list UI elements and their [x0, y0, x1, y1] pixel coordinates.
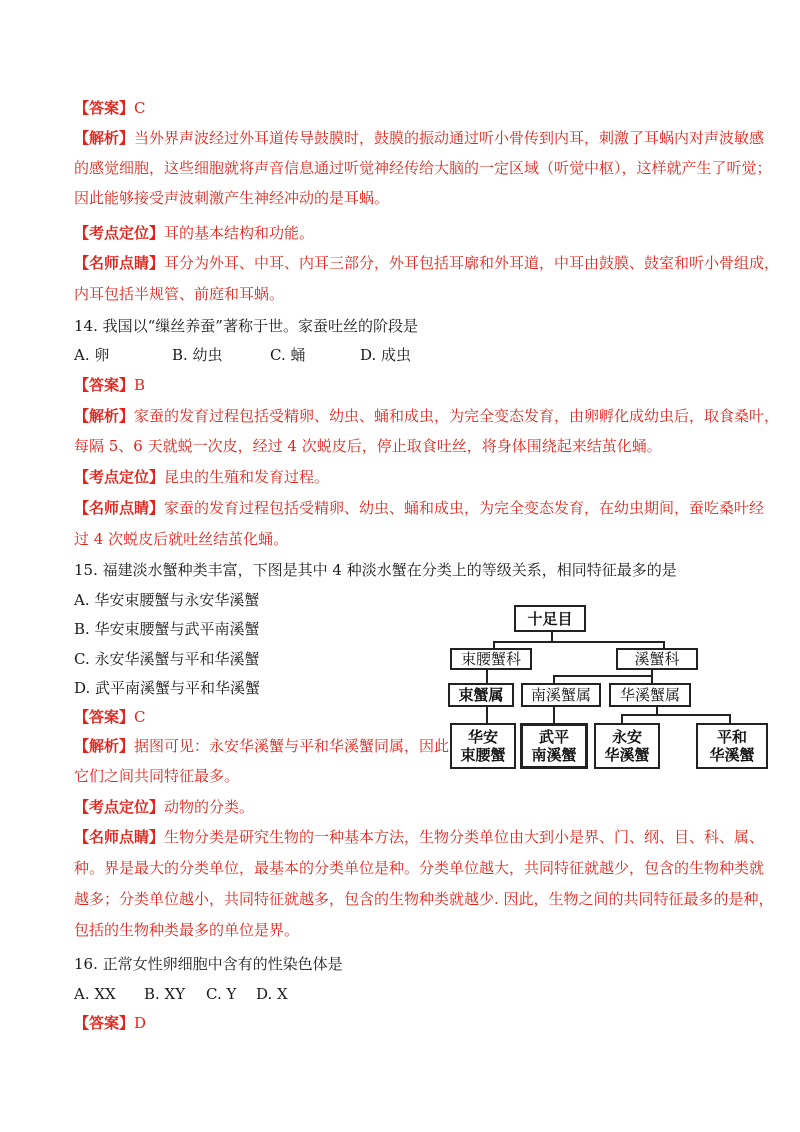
q14-tip-line-2: 过 4 次蜕皮后就吐丝结茧化蛹。 [74, 530, 289, 548]
point-text: 昆虫的生殖和发育过程。 [164, 468, 330, 486]
q15-tip-line-2: 种。界是最大的分类单位，最基本的分类单位是种。分类单位越大，共同特征就越少，包含的生物种类就 [74, 859, 765, 877]
q16-question: 16. 正常女性卵细胞中含有的性染色体是 [74, 955, 343, 973]
family-node-1: 束腰蟹科 [450, 648, 532, 670]
tip-text: 生物分类是研究生物的一种基本方法，生物分类单位由大到小是界、门、纲、目、科、属、 [164, 828, 765, 846]
q15-option-c: C. 永安华溪蟹与平和华溪蟹 [74, 650, 260, 668]
tip-text: 耳分为外耳、中耳、内耳三部分，外耳包括耳廓和外耳道，中耳由鼓膜、鼓室和听小骨组成， [164, 254, 780, 272]
q15-analysis-line-1 [74, 736, 449, 756]
q14-analysis-line-2: 每隔 5、6 天就蜕一次皮，经过 4 次蜕皮后，停止取食吐丝，将身体围绕起来结茧化蛹。 [74, 437, 662, 455]
q13-analysis-line-3: 因此能够接受声波刺激产生神经冲动的是耳蜗。 [74, 189, 390, 207]
q15-answer [74, 707, 146, 727]
tip-label: 【名师点睛】 [74, 499, 165, 517]
species-place: 平和 [716, 728, 747, 746]
family-node-2: 溪蟹科 [616, 648, 698, 670]
species-place: 永安 [611, 728, 642, 746]
answer-label: 【答案】 [74, 376, 135, 394]
analysis-text: 据图可见：永安华溪蟹与平和华溪蟹同属，因此 [134, 737, 450, 755]
species-node-4 [696, 723, 768, 769]
order-node: 十足目 [514, 605, 586, 632]
answer-value: B [134, 376, 146, 394]
q13-tip-line-1 [74, 253, 779, 273]
answer-value: C [134, 708, 146, 726]
q15-point [74, 797, 254, 817]
option-b: B. XY [144, 985, 186, 1003]
point-label: 【考点定位】 [74, 224, 165, 242]
option-d: D. 成虫 [360, 346, 412, 364]
species-name: 束腰蟹 [460, 746, 506, 764]
genus-node-2: 南溪蟹属 [521, 683, 601, 707]
analysis-text: 家蚕的发育过程包括受精卵、幼虫、蛹和成虫，为完全变态发育，由卵孵化成幼虫后，取食桑叶， [134, 407, 780, 425]
analysis-label: 【解析】 [74, 407, 135, 425]
species-node-3 [594, 723, 660, 769]
q14-tip-line-1 [74, 498, 764, 518]
q16-options [74, 984, 288, 1004]
point-text: 动物的分类。 [164, 798, 255, 816]
q15-tip-line-4: 包括的生物种类最多的单位是界。 [74, 921, 300, 939]
answer-label: 【答案】 [74, 1014, 135, 1032]
genus-node-1: 束蟹属 [448, 683, 514, 707]
point-label: 【考点定位】 [74, 468, 165, 486]
q15-analysis-line-2: 它们之间共同特征最多。 [74, 767, 240, 785]
answer-label: 【答案】 [74, 708, 135, 726]
analysis-label: 【解析】 [74, 129, 135, 147]
q14-analysis-line-1 [74, 406, 779, 426]
q15-option-b: B. 华安束腰蟹与武平南溪蟹 [74, 620, 260, 638]
option-b: B. 幼虫 [172, 346, 223, 364]
species-place: 武平 [538, 728, 569, 746]
q15-tip-line-1 [74, 827, 764, 847]
q15-question: 15. 福建淡水蟹种类丰富，下图是其中 4 种淡水蟹在分类上的等级关系，相同特征最多的是 [74, 561, 677, 579]
q14-options [74, 345, 411, 365]
species-node-1 [450, 723, 516, 769]
q14-question: 14. 我国以“缫丝养蚕”著称于世。家蚕吐丝的阶段是 [74, 317, 418, 335]
q15-option-a: A. 华安束腰蟹与永安华溪蟹 [74, 591, 260, 609]
species-name: 南溪蟹 [531, 746, 577, 764]
q13-analysis-line-1 [74, 128, 764, 148]
tip-label: 【名师点睛】 [74, 828, 165, 846]
q15-tip-line-3: 越多；分类单位越小，共同特征就越多，包含的生物种类就越少. 因此，生物之间的共同特征最多的是种， [74, 890, 774, 908]
q13-answer [74, 98, 146, 118]
q15-option-d: D. 武平南溪蟹与平和华溪蟹 [74, 679, 261, 697]
point-label: 【考点定位】 [74, 798, 165, 816]
q14-answer [74, 375, 145, 395]
q13-analysis-line-2: 的感觉细胞，这些细胞就将声音信息通过听觉神经传给大脑的一定区域（听觉中枢），这样就产生了听觉； [74, 159, 772, 177]
option-a: A. XX [74, 985, 116, 1003]
option-c: C. 蛹 [270, 346, 306, 364]
q13-point [74, 223, 314, 243]
analysis-text: 当外界声波经过外耳道传导鼓膜时，鼓膜的振动通过听小骨传到内耳，刺激了耳蜗内对声波敏感 [134, 129, 765, 147]
crab-classification-diagram [446, 605, 770, 770]
species-name: 华溪蟹 [604, 746, 650, 764]
answer-value: C [134, 99, 146, 117]
q14-point [74, 467, 329, 487]
species-node-2 [520, 723, 588, 769]
answer-label: 【答案】 [74, 99, 135, 117]
species-name: 华溪蟹 [709, 746, 755, 764]
q16-answer [74, 1013, 146, 1033]
tip-text: 家蚕的发育过程包括受精卵、幼虫、蛹和成虫，为完全变态发育，在幼虫期间，蚕吃桑叶经 [164, 499, 765, 517]
analysis-label: 【解析】 [74, 737, 135, 755]
answer-value: D [134, 1014, 147, 1032]
tip-label: 【名师点睛】 [74, 254, 165, 272]
option-c: C. Y [206, 985, 237, 1003]
species-place: 华安 [467, 728, 498, 746]
option-d: D. X [256, 985, 288, 1003]
genus-node-3: 华溪蟹属 [609, 683, 691, 707]
q13-tip-line-2: 内耳包括半规管、前庭和耳蜗。 [74, 285, 285, 303]
option-a: A. 卵 [74, 346, 110, 364]
point-text: 耳的基本结构和功能。 [164, 224, 315, 242]
